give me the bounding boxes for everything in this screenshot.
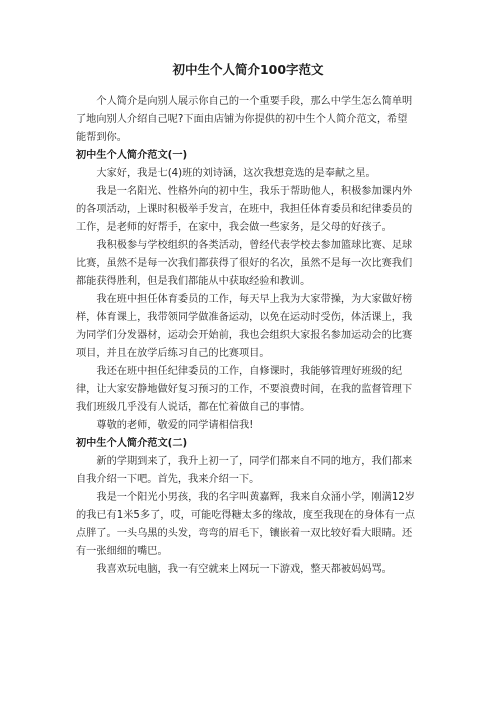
paragraph: 我在班中担任体育委员的工作，每天早上我为大家带操，为大家做好榜样，体育课上，我带领同学做准备运动，以免在运动时受伤，体活课上，我为同学们分发器材，运动会开始前，我也会组织大家报名参加运动会的比赛项目，并且在放学后练习自己的比赛项目。 [76,294,413,359]
paragraph: 大家好，我是七(4)班的刘诗涵，这次我想竞选的是奉献之星。 [96,168,376,179]
paragraph: 我喜欢玩电脑，我一有空就来上网玩一下游戏，整天都被妈妈骂。 [96,564,392,575]
section-heading: 初中生个人简介范文(二) [76,438,188,449]
section-heading: 初中生个人简介范文(一) [76,150,188,161]
paragraph: 我还在班中担任纪律委员的工作，自修课时，我能够管理好班级的纪律，让大家安静地做好复习预习的工作，不要浪费时间，在我的监督管理下我们班级几乎没有人说话，都在忙着做自己的事情。 [76,366,413,413]
document-title: 初中生个人简介100字范文 [172,62,324,77]
paragraph: 我是一个阳光小男孩，我的名字叫黄嘉辉，我来自众涌小学，刚满12岁的我已有1米5多了，哎，可能吃得糖太多的缘故，度至我现在的身体有一点点胖了。一头乌黑的头发，弯弯的眉毛下，镶嵌着一双比较好看大眼睛。还有一张细细的嘴巴。 [76,492,415,557]
paragraph: 我是一名阳光、性格外向的初中生，我乐于帮助他人，积极参加课内外的各项活动，上课时积极举手发言，在班中，我担任体育委员和纪律委员的工作，是老师的好帮手，在家中，我会做一些家务，是父母的好孩子。 [76,186,413,233]
document-body [76,93,416,579]
intro-paragraph: 个人简介是向别人展示你自己的一个重要手段，那么中学生怎么简单明了地向别人介绍自己呢?下面由店铺为你提供的初中生个人简介范文，希望能帮到你。 [76,96,413,143]
paragraph: 新的学期到来了，我升上初一了，同学们都来自不同的地方，我们都来自我介绍一下吧。首先，我来介绍一下。 [76,456,413,485]
paragraph: 尊敬的老师，敬爱的同学请相信我! [96,420,254,431]
paragraph: 我积极参与学校组织的各类活动，曾经代表学校去参加篮球比赛、足球比赛，虽然不是每一次我们都获得了很好的名次，虽然不是每一次比赛我们都能获得胜利，但是我们都能从中获取经验和教训。 [76,240,413,287]
